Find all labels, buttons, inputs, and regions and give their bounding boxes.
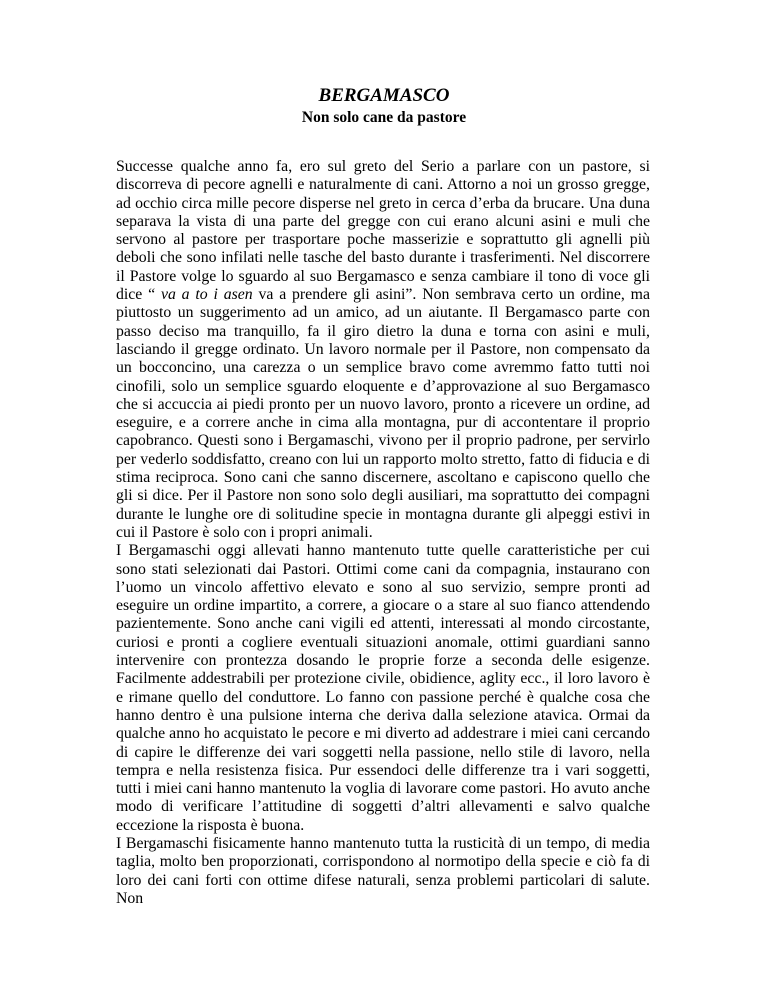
paragraph-1	[116, 158, 650, 542]
document-subtitle: Non solo cane da pastore	[301, 109, 467, 126]
paragraph-2: I Bergamaschi oggi allevati hanno mantenuto tutte quelle caratteristiche per cui sono stati selezionati dai Pastori. Ottimi come cani da compagnia, instaurano con l’uomo un vincolo affettivo elevato e sono al suo servizio, sempre pronti ad eseguire un ordine impartito, a correre, a giocare o a stare al suo fianco attendendo pazientemente. Sono anche cani vigili ed attenti, interessati al mondo circostante, curiosi e pronti a cogliere eventuali situazioni anomale, ottimi guardiani sanno intervenire con prontezza dosando le proprie forze a seconda delle esigenze. Facilmente addestrabili per protezione civile, obidience, aglity ecc., il loro lavoro è e rimane quello del conduttore. Lo fanno con passione perché è qualche cosa che hanno dentro è una pulsione interna che deriva dalla selezione atavica. Ormai da qualche anno ho acquistato le pecore e mi diverto ad addestrare i miei cani cercando di capire le differenze dei vari soggetti nella passione, nello stile di lavoro, nella tempra e nella resistenza fisica. Pur essendoci delle differenze tra i vari soggetti, tutti i miei cani hanno mantenuto la voglia di lavorare come pastori. Ho avuto anche modo di verificare l’attitudine di soggetti d’altri allevamenti e salvo qualche eccezione la risposta è buona.	[116, 542, 650, 834]
paragraph-3: I Bergamaschi fisicamente hanno mantenuto tutta la rusticità di un tempo, di media taglia, molto ben proporzionati, corrispondono al normotipo della specie e ciò fa di loro dei cani forti con ottime difese naturali, senza problemi particolari di salute. Non	[116, 834, 650, 907]
paragraph-1-text-after: va a prendere gli asini”. Non sembrava certo un ordine, ma piuttosto un suggerimento ad un amico, ad un aiutante. Il Bergamasco parte con passo deciso ma tranquillo, fa il giro dietro la duna e torna con asini e muli, lasciando il gregge ordinato. Un lavoro normale per il Pastore, non compensato da un bocconcino, una carezza o un semplice bravo come avremmo fatto tutti noi cinofili, solo un semplice sguardo eloquente e d’approvazione al suo Bergamasco che si accuccia ai piedi pronto per un nuovo lavoro, pronto a ricevere un ordine, ad eseguire, e a correre anche in cima alla montagna, pur di accontentare il proprio capobranco. Questi sono i Bergamaschi, vivono per il proprio padrone, per servirlo per vederlo soddisfatto, creano con lui un rapporto molto stretto, fatto di fiducia e di stima reciproca. Sono cani che sanno discernere, ascoltano e capiscono quello che gli si dice. Per il Pastore non sono solo degli ausiliari, ma soprattutto dei compagni durante le lunghe ore di solitudine specie in montagna durante gli alpeggi estivi in cui il Pastore è solo con i propri animali.	[116, 286, 650, 541]
paragraph-1-text-before: Successe qualche anno fa, ero sul greto del Serio a parlare con un pastore, si discorreva di pecore agnelli e naturalmente di cani. Attorno a noi un grosso gregge, ad occhio circa mille pecore disperse nel greto in cerca d’erba da brucare. Una duna separava la vista di una parte del gregge con cui erano alcuni asini e muli che servono al pastore per trasportare poche masserizie e soprattutto gli agnelli più deboli che sono infilati nelle tasche del basto durante i trasferimenti. Nel discorrere il Pastore volge lo sguardo al suo Bergamasco e senza cambiare il tono di voce gli dice “	[116, 158, 650, 304]
dialect-quote: va a to i asen	[160, 286, 253, 304]
document-body	[116, 158, 650, 908]
document-title: BERGAMASCO	[318, 85, 450, 106]
